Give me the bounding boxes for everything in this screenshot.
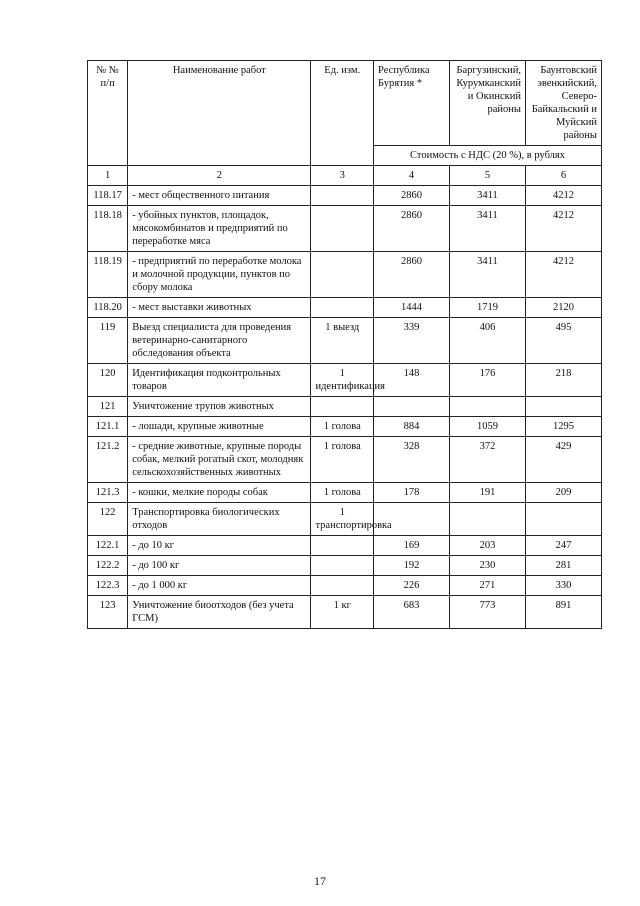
column-index: 2 xyxy=(128,166,311,186)
price-bauntovsky: 891 xyxy=(525,596,601,629)
work-name: - лошади, крупные животные xyxy=(128,417,311,437)
price-buryatia: 226 xyxy=(374,576,450,596)
work-name: - средние животные, крупные породы собак, мелкий рогатый скот, молодняк сельскохозяйственных животных xyxy=(128,437,311,483)
work-name: Уничтожение трупов животных xyxy=(128,397,311,417)
price-barguzin: 3411 xyxy=(450,186,526,206)
price-buryatia: 192 xyxy=(374,556,450,576)
unit-of-measure: 1 голова xyxy=(311,417,374,437)
header-region-barguzin: Баргузинский, Курумканский и Окинский районы xyxy=(450,61,526,146)
work-name: Выезд специалиста для проведения ветеринарно-санитарного обследования объекта xyxy=(128,318,311,364)
table-row xyxy=(88,437,602,483)
work-name: Уничтожение биоотходов (без учета ГСМ) xyxy=(128,596,311,629)
price-bauntovsky: 247 xyxy=(525,536,601,556)
row-number: 120 xyxy=(88,364,128,397)
price-bauntovsky xyxy=(525,503,601,536)
row-number: 118.19 xyxy=(88,252,128,298)
header-num: № № п/п xyxy=(88,61,128,166)
header-region-bauntovsky: Баунтовский эвенкийский, Северо-Байкальский и Муйский районы xyxy=(525,61,601,146)
column-index: 4 xyxy=(374,166,450,186)
header-unit: Ед. изм. xyxy=(311,61,374,166)
row-number: 121.3 xyxy=(88,483,128,503)
unit-of-measure xyxy=(311,576,374,596)
price-bauntovsky: 1295 xyxy=(525,417,601,437)
table-row xyxy=(88,503,602,536)
header-region-buryatia: Республика Бурятия * xyxy=(374,61,450,146)
price-buryatia: 1444 xyxy=(374,298,450,318)
price-barguzin: 271 xyxy=(450,576,526,596)
row-number: 118.17 xyxy=(88,186,128,206)
price-bauntovsky: 4212 xyxy=(525,186,601,206)
work-name: - до 1 000 кг xyxy=(128,576,311,596)
table-row xyxy=(88,417,602,437)
price-buryatia: 169 xyxy=(374,536,450,556)
work-name: Транспортировка биологических отходов xyxy=(128,503,311,536)
price-barguzin: 191 xyxy=(450,483,526,503)
price-buryatia: 339 xyxy=(374,318,450,364)
column-index: 1 xyxy=(88,166,128,186)
price-barguzin: 230 xyxy=(450,556,526,576)
work-name: - мест выставки животных xyxy=(128,298,311,318)
unit-of-measure: 1 транспортировка xyxy=(311,503,374,536)
header-price-note: Стоимость с НДС (20 %), в рублях xyxy=(374,146,602,166)
unit-of-measure xyxy=(311,252,374,298)
row-number: 118.20 xyxy=(88,298,128,318)
work-name: Идентификация подконтрольных товаров xyxy=(128,364,311,397)
unit-of-measure: 1 голова xyxy=(311,437,374,483)
price-bauntovsky: 2120 xyxy=(525,298,601,318)
header-name: Наименование работ xyxy=(128,61,311,166)
price-barguzin: 406 xyxy=(450,318,526,364)
row-number: 121.1 xyxy=(88,417,128,437)
row-number: 122.3 xyxy=(88,576,128,596)
unit-of-measure: 1 выезд xyxy=(311,318,374,364)
table-row xyxy=(88,186,602,206)
unit-of-measure: 1 кг xyxy=(311,596,374,629)
work-name: - убойных пунктов, площадок, мясокомбинатов и предприятий по переработке мяса xyxy=(128,206,311,252)
table-row xyxy=(88,252,602,298)
row-number: 119 xyxy=(88,318,128,364)
work-name: - мест общественного питания xyxy=(128,186,311,206)
price-bauntovsky: 281 xyxy=(525,556,601,576)
work-name: - предприятий по переработке молока и молочной продукции, пунктов по сбору молока xyxy=(128,252,311,298)
row-number: 122.1 xyxy=(88,536,128,556)
work-name: - до 10 кг xyxy=(128,536,311,556)
price-barguzin: 203 xyxy=(450,536,526,556)
price-bauntovsky: 209 xyxy=(525,483,601,503)
page-number: 17 xyxy=(314,874,326,888)
price-barguzin: 1719 xyxy=(450,298,526,318)
unit-of-measure: 1 идентификация xyxy=(311,364,374,397)
price-barguzin xyxy=(450,397,526,417)
table-row xyxy=(88,206,602,252)
price-buryatia: 2860 xyxy=(374,252,450,298)
work-name: - до 100 кг xyxy=(128,556,311,576)
price-bauntovsky: 495 xyxy=(525,318,601,364)
price-buryatia: 2860 xyxy=(374,206,450,252)
table-row xyxy=(88,298,602,318)
row-number: 122.2 xyxy=(88,556,128,576)
price-barguzin xyxy=(450,503,526,536)
price-bauntovsky: 429 xyxy=(525,437,601,483)
price-barguzin: 1059 xyxy=(450,417,526,437)
price-bauntovsky: 218 xyxy=(525,364,601,397)
price-buryatia: 178 xyxy=(374,483,450,503)
price-barguzin: 176 xyxy=(450,364,526,397)
price-buryatia: 148 xyxy=(374,364,450,397)
row-number: 118.18 xyxy=(88,206,128,252)
table-row xyxy=(88,483,602,503)
row-number: 123 xyxy=(88,596,128,629)
unit-of-measure xyxy=(311,536,374,556)
table-row xyxy=(88,536,602,556)
column-index: 6 xyxy=(525,166,601,186)
row-number: 121 xyxy=(88,397,128,417)
table-row xyxy=(88,556,602,576)
price-barguzin: 3411 xyxy=(450,252,526,298)
table-row xyxy=(88,576,602,596)
row-number: 121.2 xyxy=(88,437,128,483)
unit-of-measure xyxy=(311,186,374,206)
price-table xyxy=(87,60,602,629)
price-bauntovsky: 330 xyxy=(525,576,601,596)
unit-of-measure xyxy=(311,206,374,252)
table-row xyxy=(88,318,602,364)
table-row xyxy=(88,364,602,397)
price-buryatia xyxy=(374,397,450,417)
unit-of-measure: 1 голова xyxy=(311,483,374,503)
work-name: - кошки, мелкие породы собак xyxy=(128,483,311,503)
unit-of-measure xyxy=(311,298,374,318)
price-buryatia: 328 xyxy=(374,437,450,483)
price-barguzin: 773 xyxy=(450,596,526,629)
table-row xyxy=(88,397,602,417)
table-row xyxy=(88,596,602,629)
row-number: 122 xyxy=(88,503,128,536)
unit-of-measure xyxy=(311,556,374,576)
header-row xyxy=(88,61,602,146)
price-bauntovsky: 4212 xyxy=(525,252,601,298)
column-index-row xyxy=(88,166,602,186)
column-index: 3 xyxy=(311,166,374,186)
price-buryatia: 683 xyxy=(374,596,450,629)
unit-of-measure xyxy=(311,397,374,417)
column-index: 5 xyxy=(450,166,526,186)
price-bauntovsky xyxy=(525,397,601,417)
price-barguzin: 372 xyxy=(450,437,526,483)
price-buryatia: 884 xyxy=(374,417,450,437)
price-barguzin: 3411 xyxy=(450,206,526,252)
price-buryatia: 2860 xyxy=(374,186,450,206)
price-bauntovsky: 4212 xyxy=(525,206,601,252)
